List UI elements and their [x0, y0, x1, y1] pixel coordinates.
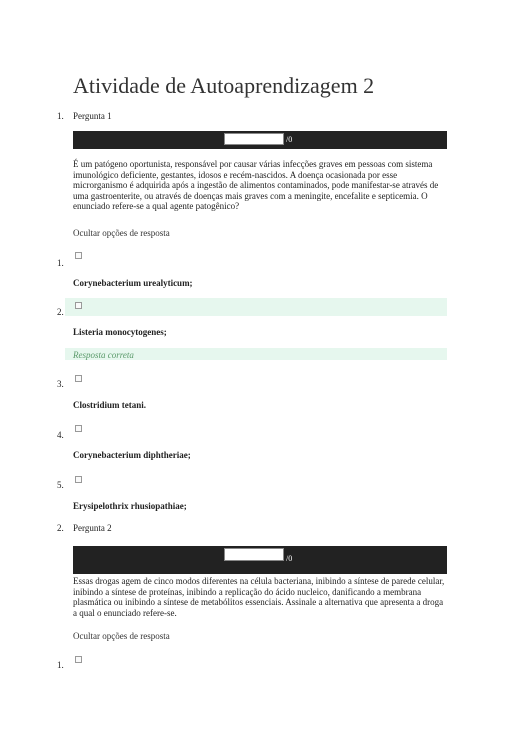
- option-checkbox[interactable]: [75, 476, 82, 483]
- question-label: Pergunta 2: [73, 523, 112, 533]
- option-text: Corynebacterium diphtheriae;: [73, 450, 191, 460]
- option-checkbox[interactable]: [75, 656, 82, 663]
- option-text: Clostridium tetani.: [73, 400, 146, 410]
- question-number: 2.: [57, 523, 64, 533]
- question-text: Essas drogas agem de cinco modos diferentes na célula bacteriana, inibindo a síntese de parede celular, inibindo a síntese de proteínas, inibindo a replicação do ácido nucleico, danificando a membrana plasmática ou inibindo a síntese de metabólitos essenciais. Assinale a alternativa que apresenta a droga a qual o enunciado refere-se.: [73, 576, 445, 618]
- score-bar: [73, 546, 447, 574]
- correct-answer-label: Resposta correta: [73, 350, 134, 360]
- score-input[interactable]: [224, 133, 284, 145]
- option-text: Erysipelothrix rhusiopathiae;: [73, 501, 187, 511]
- option-checkbox[interactable]: [75, 425, 82, 432]
- option-number: 1.: [57, 258, 64, 268]
- question-number: 1.: [57, 111, 64, 121]
- correct-option-highlight: [65, 298, 447, 316]
- option-checkbox[interactable]: [75, 302, 82, 309]
- option-number: 5.: [57, 480, 64, 490]
- question-text: É um patógeno oportunista, responsável por causar várias infecções graves em pessoas com sistema imunológico deficiente, gestantes, idosos e recém-nascidos. A doença ocasionada por esse microrganismo é adquirida após a ingestão de alimentos contaminados, pode manifestar-se através de uma gastroenterite, ou através de doenças mais graves com a meningite, encefalite e septicemia. O enunciado refere-se a qual agente patogênico?: [73, 159, 439, 212]
- score-bar: [73, 131, 447, 149]
- option-number: 2.: [57, 307, 64, 317]
- option-number: 3.: [57, 379, 64, 389]
- question-label: Pergunta 1: [73, 111, 112, 121]
- option-number: 4.: [57, 430, 64, 440]
- option-checkbox[interactable]: [75, 252, 82, 259]
- hide-options-link[interactable]: Ocultar opções de resposta: [73, 228, 170, 238]
- option-text: Corynebacterium urealyticum;: [73, 278, 193, 288]
- score-input[interactable]: [224, 548, 284, 561]
- score-total: /0: [286, 554, 293, 563]
- page-title: Atividade de Autoaprendizagem 2: [73, 73, 375, 98]
- option-text: Listeria monocytogenes;: [73, 327, 167, 337]
- hide-options-link[interactable]: Ocultar opções de resposta: [73, 631, 170, 641]
- option-number: 1.: [57, 660, 64, 670]
- option-checkbox[interactable]: [75, 375, 82, 382]
- score-total: /0: [286, 135, 293, 144]
